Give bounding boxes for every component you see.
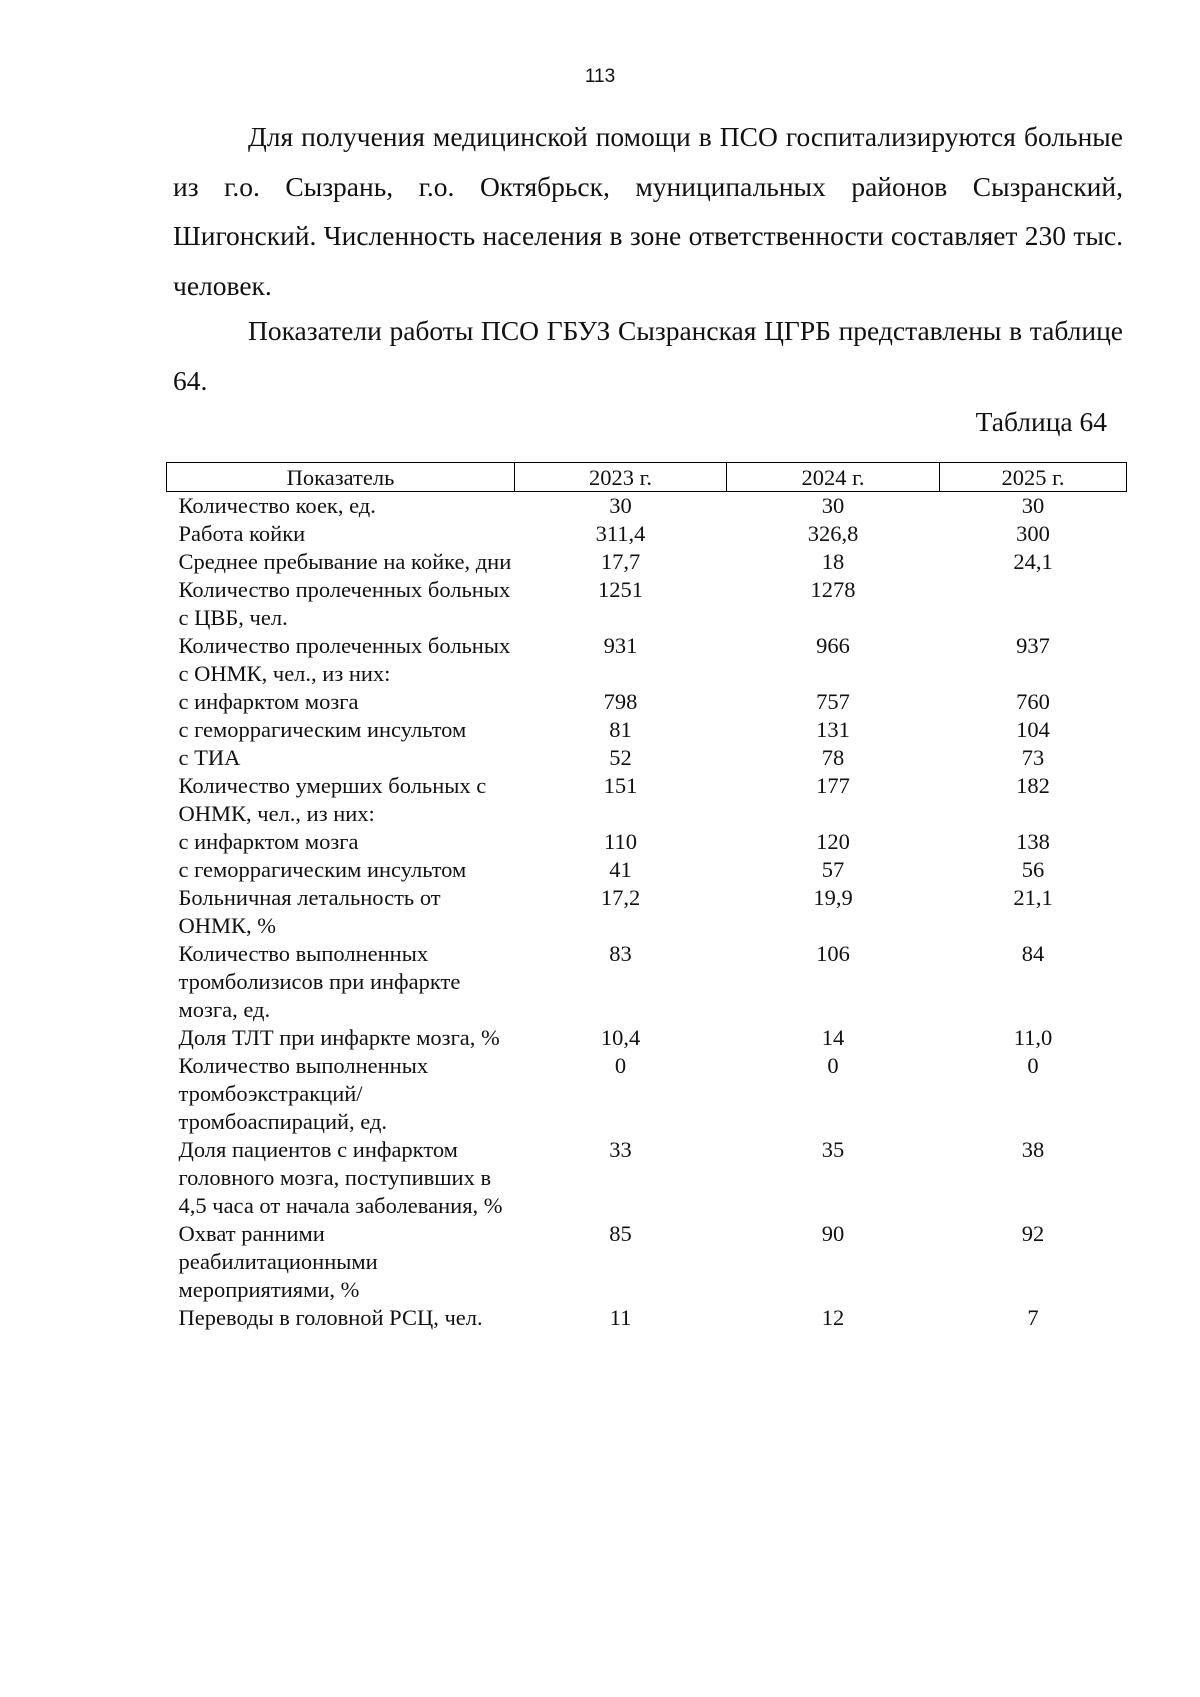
table-row xyxy=(167,548,1127,576)
value-2024: 30 xyxy=(821,493,845,518)
value-2023: 17,2 xyxy=(600,885,641,910)
value-2024: 757 xyxy=(816,689,850,714)
value-2024: 1278 xyxy=(810,577,856,602)
table-row xyxy=(167,884,1127,940)
header-2025: 2025 г. xyxy=(940,463,1127,492)
row-label: с геморрагическим инсультом xyxy=(178,857,467,882)
value-2023: 85 xyxy=(609,1221,632,1246)
table-row xyxy=(167,716,1127,744)
value-2025: 11,0 xyxy=(1013,1025,1053,1050)
value-2025: 300 xyxy=(1016,521,1050,546)
value-2024: 966 xyxy=(816,633,850,658)
value-2024: 0 xyxy=(827,1053,839,1078)
paragraph-hospitalization: Для получения медицинской помощи в ПСО госпитализируются больные из г.о. Сызрань, г.о. Октябрьск, муниципальных районов Сызранский, Шигонский. Численность населения в зоне ответственности составляет 230 тыс. человек. xyxy=(173,121,1123,301)
value-2025: 104 xyxy=(1016,717,1050,742)
table-row xyxy=(167,1220,1127,1304)
value-2025: 92 xyxy=(1021,1221,1045,1246)
row-label: Количество коек, ед. xyxy=(178,493,376,518)
value-2024: 14 xyxy=(821,1025,845,1050)
value-2025: 38 xyxy=(1021,1137,1045,1162)
table-header-row xyxy=(167,463,1127,492)
value-2023: 0 xyxy=(614,1053,627,1078)
table-caption: Таблица 64 xyxy=(975,406,1107,437)
value-2025: 138 xyxy=(1016,829,1050,854)
value-2023: 151 xyxy=(603,773,638,798)
value-2023: 33 xyxy=(609,1137,632,1162)
value-2025: 56 xyxy=(1021,857,1045,882)
row-label: с ТИА xyxy=(178,745,241,770)
value-2023: 798 xyxy=(603,689,638,714)
row-label: Охват ранними реабилитационными мероприятиями, % xyxy=(178,1221,378,1302)
row-label: Переводы в головной РСЦ, чел. xyxy=(178,1305,483,1330)
value-2025: 30 xyxy=(1021,493,1045,518)
table-body xyxy=(167,492,1127,1333)
value-2024: 120 xyxy=(816,829,850,854)
value-2025: 21,1 xyxy=(1013,885,1053,910)
value-2023: 30 xyxy=(609,493,632,518)
table-row xyxy=(167,744,1127,772)
value-2024: 12 xyxy=(821,1305,845,1330)
table-row xyxy=(167,856,1127,884)
table-row xyxy=(167,1052,1127,1136)
value-2024: 326,8 xyxy=(807,521,859,546)
header-2023: 2023 г. xyxy=(515,463,727,492)
table-row xyxy=(167,1136,1127,1220)
value-2025: 24,1 xyxy=(1013,549,1053,574)
table-row xyxy=(167,632,1127,688)
value-2025: 760 xyxy=(1016,689,1050,714)
row-label: Доля пациентов с инфарктом головного мозга, поступивших в 4,5 часа от начала заболевания, % xyxy=(178,1137,503,1218)
value-2024: 106 xyxy=(816,941,850,966)
page-number: 113 xyxy=(584,66,616,87)
value-2024: 131 xyxy=(816,717,850,742)
table-row xyxy=(167,576,1127,632)
table-row xyxy=(167,940,1127,1024)
header-indicator: Показатель xyxy=(167,463,515,492)
row-label: с инфарктом мозга xyxy=(178,689,359,714)
row-label: Количество пролеченных больных с ЦВБ, чел. xyxy=(178,577,511,630)
value-2025: 73 xyxy=(1021,745,1045,770)
row-label: Доля ТЛТ при инфаркте мозга, % xyxy=(178,1025,500,1050)
value-2024: 90 xyxy=(821,1221,845,1246)
paragraph-table-reference: Показатели работы ПСО ГБУЗ Сызранская ЦГРБ представлены в таблице 64. xyxy=(173,315,1123,396)
table-row xyxy=(167,492,1127,521)
value-2023: 52 xyxy=(609,745,632,770)
value-2025: 182 xyxy=(1016,773,1050,798)
row-label: Количество пролеченных больных с ОНМК, чел., из них: xyxy=(178,633,511,686)
table-row xyxy=(167,1024,1127,1052)
value-2023: 110 xyxy=(604,829,637,854)
row-label: Среднее пребывание на койке, дни xyxy=(178,549,512,574)
value-2023: 83 xyxy=(609,941,632,966)
value-2025: 937 xyxy=(1016,633,1050,658)
row-label: Количество выполненных тромболизисов при инфаркте мозга, ед. xyxy=(178,941,461,1022)
value-2023: 1251 xyxy=(598,577,643,602)
table-row xyxy=(167,1304,1127,1332)
indicators-table xyxy=(166,462,1127,1332)
table-row xyxy=(167,772,1127,828)
row-label: Количество выполненных тромбоэкстракций/ тромбоаспираций, ед. xyxy=(178,1053,429,1134)
value-2024: 57 xyxy=(821,857,845,882)
value-2024: 19,9 xyxy=(813,885,853,910)
row-label: с геморрагическим инсультом xyxy=(178,717,467,742)
value-2023: 81 xyxy=(609,717,632,742)
value-2025: 7 xyxy=(1027,1305,1039,1330)
value-2025: 84 xyxy=(1021,941,1045,966)
value-2024: 177 xyxy=(816,773,850,798)
header-2024: 2024 г. xyxy=(727,463,940,492)
value-2023: 11 xyxy=(609,1305,632,1330)
value-2023: 311,4 xyxy=(595,521,646,546)
table-row xyxy=(167,828,1127,856)
value-2023: 10,4 xyxy=(600,1025,641,1050)
table-row xyxy=(167,688,1127,716)
value-2025: 0 xyxy=(1027,1053,1039,1078)
row-label: Работа койки xyxy=(178,521,306,546)
row-label: с инфарктом мозга xyxy=(178,829,359,854)
row-label: Больничная летальность от ОНМК, % xyxy=(178,885,441,938)
row-label: Количество умерших больных с ОНМК, чел., из них: xyxy=(178,773,487,826)
value-2024: 18 xyxy=(821,549,845,574)
table-row xyxy=(167,520,1127,548)
value-2024: 35 xyxy=(821,1137,845,1162)
value-2024: 78 xyxy=(821,745,845,770)
value-2023: 41 xyxy=(609,857,632,882)
value-2023: 931 xyxy=(603,633,638,658)
value-2023: 17,7 xyxy=(600,549,641,574)
value-2025 xyxy=(940,576,1127,632)
